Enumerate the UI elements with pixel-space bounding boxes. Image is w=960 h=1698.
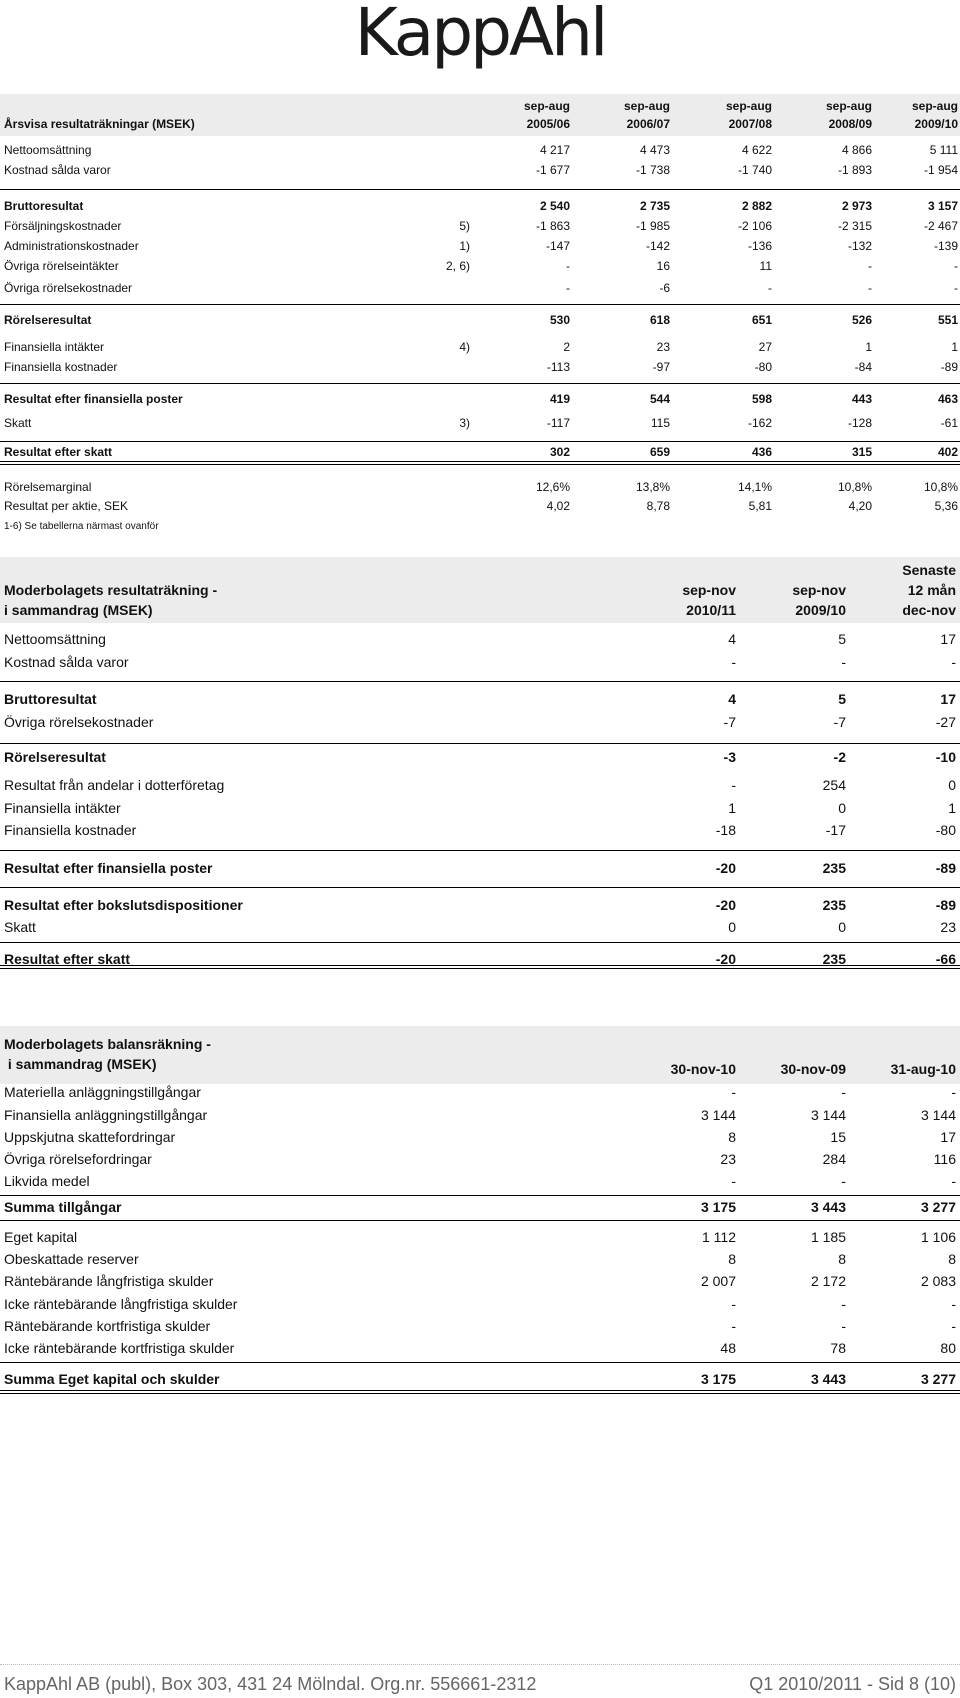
row-value: 17 — [940, 631, 956, 647]
row-value: 12,6% — [535, 480, 570, 494]
row-value: 659 — [649, 445, 670, 459]
row-value: -89 — [940, 360, 958, 374]
row-value: 436 — [751, 445, 772, 459]
row-label: Resultat efter skatt — [4, 951, 131, 967]
row-value: 115 — [650, 416, 670, 430]
col-header-bottom: 2007/08 — [728, 117, 772, 131]
row-value: 2 540 — [539, 199, 570, 213]
row-value: -113 — [546, 360, 570, 374]
row-value: 1 — [951, 340, 958, 354]
row-value: -3 — [723, 749, 736, 765]
row-value: -1 677 — [535, 163, 570, 177]
col-header-bottom: 2010/11 — [686, 602, 736, 618]
row-value: 0 — [728, 919, 736, 935]
row-value: - — [731, 1296, 736, 1312]
row-label: Nettoomsättning — [4, 631, 106, 647]
col-header-bottom: 2009/10 — [914, 117, 958, 131]
row-value: 3 443 — [810, 1199, 846, 1215]
row-value: - — [841, 1173, 846, 1189]
double-divider — [0, 1390, 960, 1394]
row-label: Räntebärande långfristiga skulder — [4, 1273, 214, 1289]
row-value: 80 — [940, 1340, 956, 1356]
row-label: Resultat efter bokslutsdispositioner — [4, 897, 243, 913]
row-value: 4 217 — [539, 143, 570, 157]
divider — [0, 743, 960, 744]
row-label: Administrationskostnader — [4, 239, 139, 253]
row-label: Materiella anläggningstillgångar — [4, 1084, 201, 1100]
row-label: Icke räntebärande kortfristiga skulder — [4, 1340, 235, 1356]
col-header-mid: 12 mån — [907, 582, 956, 598]
row-value: -61 — [940, 416, 958, 430]
row-value: -147 — [545, 239, 570, 253]
col-header-bottom: 2005/06 — [526, 117, 570, 131]
row-note: 1) — [459, 239, 470, 253]
row-label: Skatt — [4, 416, 32, 430]
footer-divider — [0, 1664, 960, 1665]
row-value: -162 — [747, 416, 772, 430]
row-value: 11 — [759, 259, 772, 273]
row-value: - — [768, 281, 772, 295]
row-label: Kostnad sålda varor — [4, 163, 111, 177]
divider — [0, 850, 960, 851]
row-label: Eget kapital — [4, 1229, 78, 1245]
row-value: 235 — [822, 951, 846, 967]
row-value: 3 144 — [700, 1107, 736, 1123]
row-value: -20 — [715, 951, 736, 967]
row-value: 463 — [937, 392, 958, 406]
row-label: Finansiella kostnader — [4, 822, 137, 838]
divider — [0, 189, 960, 190]
row-value: 3 144 — [810, 1107, 846, 1123]
row-value: -84 — [854, 360, 872, 374]
row-label: Obeskattade reserver — [4, 1251, 139, 1267]
double-divider — [0, 965, 960, 969]
row-note: 4) — [459, 340, 470, 354]
row-value: 4,20 — [848, 499, 872, 513]
row-label: Bruttoresultat — [4, 199, 84, 213]
row-value: 23 — [940, 919, 956, 935]
row-value: -7 — [833, 714, 846, 730]
row-value: -1 954 — [923, 163, 958, 177]
row-value: - — [566, 281, 570, 295]
row-value: -2 106 — [737, 219, 772, 233]
row-value: 3 443 — [810, 1371, 846, 1387]
col-header-top: sep-aug — [725, 99, 772, 113]
parent-balance-title-line2: i sammandrag (MSEK) — [4, 1056, 157, 1072]
row-label: Finansiella intäkter — [4, 800, 121, 816]
col-header: 30-nov-09 — [780, 1061, 846, 1077]
row-value: 4 — [728, 631, 736, 647]
row-value: - — [951, 1296, 956, 1312]
row-value: - — [868, 259, 872, 273]
col-header-top: sep-aug — [911, 99, 958, 113]
row-label: Övriga rörelseintäkter — [4, 259, 119, 273]
row-value: -97 — [652, 360, 670, 374]
parent-income-header — [0, 557, 960, 623]
row-value: -139 — [933, 239, 958, 253]
row-value: 10,8% — [923, 480, 958, 494]
row-value: 1 — [948, 800, 956, 816]
row-label: Nettoomsättning — [4, 143, 92, 157]
row-value: 598 — [751, 392, 772, 406]
divider — [0, 383, 960, 384]
row-value: 4 866 — [841, 143, 872, 157]
row-value: 4 — [728, 691, 736, 707]
row-value: -89 — [935, 897, 956, 913]
row-value: 116 — [933, 1151, 956, 1167]
row-value: -7 — [723, 714, 736, 730]
row-label: Finansiella kostnader — [4, 360, 118, 374]
row-value: - — [868, 281, 872, 295]
row-value: 315 — [851, 445, 872, 459]
parent-income-title-line2: i sammandrag (MSEK) — [4, 602, 153, 618]
row-label: Försäljningskostnader — [4, 219, 122, 233]
divider — [0, 942, 960, 943]
row-value: -80 — [935, 822, 956, 838]
row-value: 10,8% — [837, 480, 872, 494]
row-value: 27 — [758, 340, 772, 354]
row-value: - — [841, 1318, 846, 1334]
row-value: 3 277 — [920, 1199, 956, 1215]
row-label: Resultat efter finansiella poster — [4, 860, 213, 876]
row-value: -27 — [935, 714, 956, 730]
double-divider — [0, 461, 960, 465]
row-note: 2, 6) — [445, 259, 470, 273]
row-label: Summa tillgångar — [4, 1199, 122, 1215]
footer-address: KappAhl AB (publ), Box 303, 431 24 Mölndal. Org.nr. 556661-2312 — [4, 1674, 537, 1694]
row-value: 4 473 — [639, 143, 670, 157]
annual-footnote: 1-6) Se tabellerna närmast ovanför — [4, 521, 159, 532]
row-value: -2 — [833, 749, 846, 765]
col-header-top: sep-aug — [523, 99, 570, 113]
row-value: 1 — [865, 340, 872, 354]
divider — [0, 1362, 960, 1363]
row-value: 254 — [822, 777, 846, 793]
row-value: 3 277 — [920, 1371, 956, 1387]
parent-income-title-line1: Moderbolagets resultaträkning - — [4, 582, 218, 598]
row-value: 1 106 — [920, 1229, 956, 1245]
row-value: 8 — [948, 1251, 956, 1267]
row-value: - — [841, 654, 846, 670]
row-value: 402 — [937, 445, 958, 459]
row-label: Summa Eget kapital och skulder — [4, 1371, 220, 1387]
row-value: 3 175 — [700, 1371, 736, 1387]
row-value: 443 — [851, 392, 872, 406]
row-value: -20 — [715, 860, 736, 876]
row-value: 284 — [822, 1151, 846, 1167]
row-value: 530 — [549, 313, 570, 327]
divider — [0, 1220, 960, 1221]
row-value: 526 — [851, 313, 872, 327]
col-header: 30-nov-10 — [670, 1061, 736, 1077]
annual-table-title: Årsvisa resultaträkningar (MSEK) — [4, 117, 195, 131]
col-header-bottom: 2006/07 — [626, 117, 670, 131]
row-value: 15 — [830, 1129, 846, 1145]
row-note: 3) — [459, 416, 470, 430]
row-value: 5 — [838, 691, 846, 707]
divider — [0, 304, 960, 305]
row-value: -17 — [825, 822, 846, 838]
divider — [0, 887, 960, 888]
col-header-bottom: 2008/09 — [828, 117, 872, 131]
row-value: 2 172 — [810, 1273, 846, 1289]
row-note: 5) — [459, 219, 470, 233]
col-header-bottom: dec-nov — [902, 602, 956, 618]
row-value: -20 — [715, 897, 736, 913]
row-value: 0 — [838, 800, 846, 816]
row-value: 8 — [728, 1129, 736, 1145]
divider — [0, 1195, 960, 1196]
row-value: -1 863 — [535, 219, 570, 233]
row-value: 551 — [937, 313, 958, 327]
row-value: 8 — [838, 1251, 846, 1267]
row-value: 2 — [563, 340, 570, 354]
row-value: 2 735 — [639, 199, 670, 213]
row-value: -136 — [747, 239, 772, 253]
row-value: 23 — [720, 1151, 736, 1167]
row-value: 0 — [948, 777, 956, 793]
row-value: 419 — [549, 392, 570, 406]
row-label: Resultat per aktie, SEK — [4, 499, 129, 513]
row-value: -132 — [847, 239, 872, 253]
col-header: 31-aug-10 — [890, 1061, 956, 1077]
row-label: Räntebärande kortfristiga skulder — [4, 1318, 211, 1334]
row-label: Bruttoresultat — [4, 691, 97, 707]
row-value: 1 112 — [702, 1229, 736, 1245]
row-value: 1 185 — [810, 1229, 846, 1245]
col-header-bottom: 2009/10 — [795, 602, 846, 618]
row-value: 3 157 — [927, 199, 958, 213]
row-value: - — [841, 1084, 846, 1100]
row-value: -80 — [754, 360, 772, 374]
row-value: 4,02 — [546, 499, 570, 513]
footer-page-info: Q1 2010/2011 - Sid 8 (10) — [749, 1674, 956, 1694]
col-header-top: sep-aug — [825, 99, 872, 113]
row-value: 48 — [720, 1340, 736, 1356]
row-value: -10 — [935, 749, 956, 765]
row-label: Icke räntebärande långfristiga skulder — [4, 1296, 238, 1312]
row-label: Resultat från andelar i dotterföretag — [4, 777, 225, 793]
row-label: Övriga rörelsekostnader — [4, 281, 133, 295]
row-label: Rörelseresultat — [4, 313, 92, 327]
kappahl-logo: KappAhl — [354, 0, 606, 71]
row-value: - — [731, 1173, 736, 1189]
row-value: -66 — [935, 951, 956, 967]
row-value: 5 111 — [929, 143, 958, 157]
row-value: -1 893 — [837, 163, 872, 177]
row-value: - — [731, 1318, 736, 1334]
row-value: 5 — [838, 631, 846, 647]
row-label: Likvida medel — [4, 1173, 90, 1189]
parent-balance-title-line1: Moderbolagets balansräkning - — [4, 1036, 211, 1052]
row-label: Resultat efter finansiella poster — [4, 392, 183, 406]
row-value: 13,8% — [635, 480, 670, 494]
row-label: Övriga rörelsefordringar — [4, 1151, 152, 1167]
row-value: -1 740 — [737, 163, 772, 177]
row-value: 235 — [822, 860, 846, 876]
row-value: 3 175 — [700, 1199, 736, 1215]
row-label: Skatt — [4, 919, 36, 935]
row-value: 235 — [822, 897, 846, 913]
row-value: 2 083 — [920, 1273, 956, 1289]
divider — [0, 681, 960, 682]
row-value: 14,1% — [737, 480, 772, 494]
row-value: 17 — [940, 1129, 956, 1145]
row-value: -142 — [645, 239, 670, 253]
row-value: 8,78 — [646, 499, 670, 513]
divider — [0, 441, 960, 442]
row-value: 302 — [549, 445, 570, 459]
row-value: - — [951, 1173, 956, 1189]
row-value: - — [731, 1084, 736, 1100]
row-value: 3 144 — [920, 1107, 956, 1123]
row-value: -6 — [659, 281, 670, 295]
row-value: -117 — [546, 416, 570, 430]
row-label: Finansiella anläggningstillgångar — [4, 1107, 208, 1123]
col-header-top: Senaste — [902, 562, 956, 578]
row-value: 651 — [751, 313, 772, 327]
row-value: -89 — [935, 860, 956, 876]
row-label: Rörelseresultat — [4, 749, 106, 765]
row-value: 17 — [940, 691, 956, 707]
row-value: - — [731, 777, 736, 793]
row-value: 2 007 — [700, 1273, 736, 1289]
parent-balance-header — [0, 1026, 960, 1084]
row-value: 5,36 — [934, 499, 958, 513]
row-value: -128 — [847, 416, 872, 430]
row-value: -18 — [715, 822, 736, 838]
row-value: 78 — [830, 1340, 846, 1356]
row-value: 8 — [728, 1251, 736, 1267]
row-value: - — [951, 1318, 956, 1334]
row-value: 5,81 — [748, 499, 772, 513]
row-label: Övriga rörelsekostnader — [4, 714, 154, 730]
row-value: - — [954, 259, 958, 273]
col-header-mid: sep-nov — [682, 582, 736, 598]
annual-table-header — [0, 94, 960, 136]
row-label: Kostnad sålda varor — [4, 654, 129, 670]
row-value: -1 738 — [635, 163, 670, 177]
row-value: 23 — [656, 340, 670, 354]
row-value: 16 — [656, 259, 670, 273]
row-value: 4 622 — [741, 143, 772, 157]
row-value: 0 — [838, 919, 846, 935]
col-header-mid: sep-nov — [792, 582, 846, 598]
row-label: Resultat efter skatt — [4, 445, 113, 459]
row-value: -2 467 — [923, 219, 958, 233]
row-value: 1 — [728, 800, 736, 816]
row-value: 618 — [649, 313, 670, 327]
row-label: Uppskjutna skattefordringar — [4, 1129, 176, 1145]
row-value: - — [566, 259, 570, 273]
col-header-top: sep-aug — [623, 99, 670, 113]
row-value: - — [841, 1296, 846, 1312]
row-value: - — [951, 1084, 956, 1100]
row-value: 2 882 — [741, 199, 772, 213]
row-value: 544 — [649, 392, 670, 406]
row-label: Rörelsemarginal — [4, 480, 92, 494]
row-value: - — [951, 654, 956, 670]
row-value: -1 985 — [635, 219, 670, 233]
row-value: -2 315 — [837, 219, 872, 233]
row-value: - — [731, 654, 736, 670]
row-label: Finansiella intäkter — [4, 340, 105, 354]
row-value: - — [954, 281, 958, 295]
row-value: 2 973 — [841, 199, 872, 213]
